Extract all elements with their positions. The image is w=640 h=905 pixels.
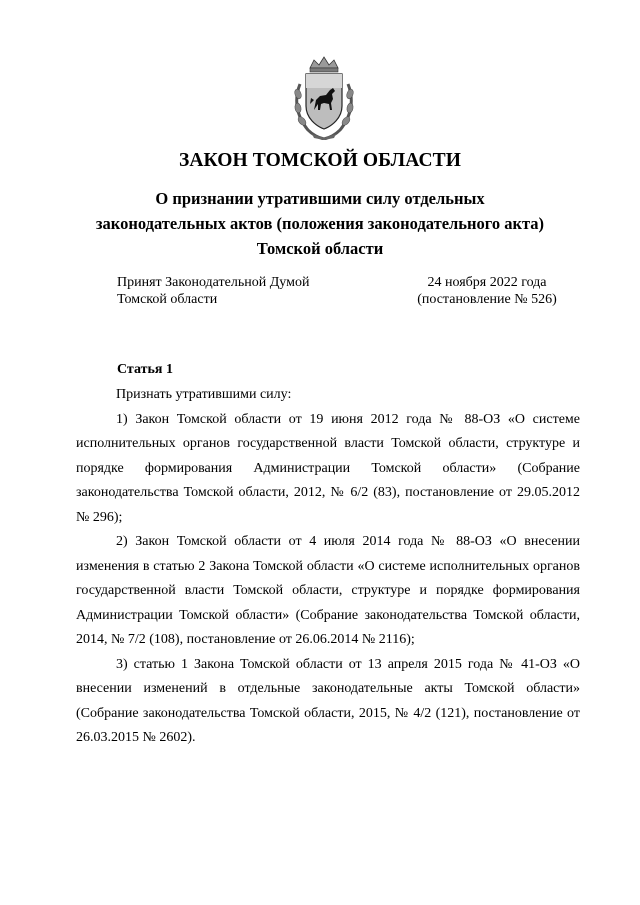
law-subtitle-line: законодательных актов (положения законодательного акта) — [95, 214, 545, 233]
adoption-info — [412, 274, 562, 308]
article-body — [76, 383, 580, 751]
law-subtitle-line: Томской области — [256, 239, 384, 258]
law-subtitle — [60, 186, 580, 261]
article-item: 2) Закон Томской области от 4 июля 2014 года № 88-ОЗ «О внесении изменения в статью 2 Закона Томской области «О системе исполнительных органов государственной власти Томской области, структуре и порядке формирования Администрации Томской области» (Собрание законодательства Томской области, 2014, № 7/2 (108), постановление от 26.06.2014 № 2116); — [76, 534, 580, 647]
tomsk-region-coat-of-arms-icon — [290, 54, 358, 140]
law-subtitle-line: О признании утратившими силу отдельных — [155, 189, 485, 208]
article-heading: Статья 1 — [117, 362, 173, 377]
adopted-date: 24 ноября 2022 года — [427, 275, 547, 290]
article-item: 3) статью 1 Закона Томской области от 13 апреля 2015 года № 41-ОЗ «О внесении изменений в отдельные законодательные акты Томской области» (Собрание законодательства Томской области, 2015, № 4/2 (121), постановление от 26.03.2015 № 2602). — [76, 656, 580, 745]
adopted-by-line: Томской области — [117, 292, 218, 307]
law-title: ЗАКОН ТОМСКОЙ ОБЛАСТИ — [178, 150, 462, 171]
resolution-number: (постановление № 526) — [417, 292, 557, 307]
article-item: 1) Закон Томской области от 19 июня 2012 года № 88-ОЗ «О системе исполнительных органов государственной власти Томской области, структуре и порядке формирования Администрации Томской области» (Собрание законодательства Томской области, 2012, № 6/2 (83), постановление от 29.05.2012 № 296); — [76, 411, 580, 525]
adopted-by-line: Принят Законодательной Думой — [117, 275, 310, 290]
adopted-by — [117, 274, 309, 308]
article-intro: Признать утратившими силу: — [116, 387, 292, 402]
